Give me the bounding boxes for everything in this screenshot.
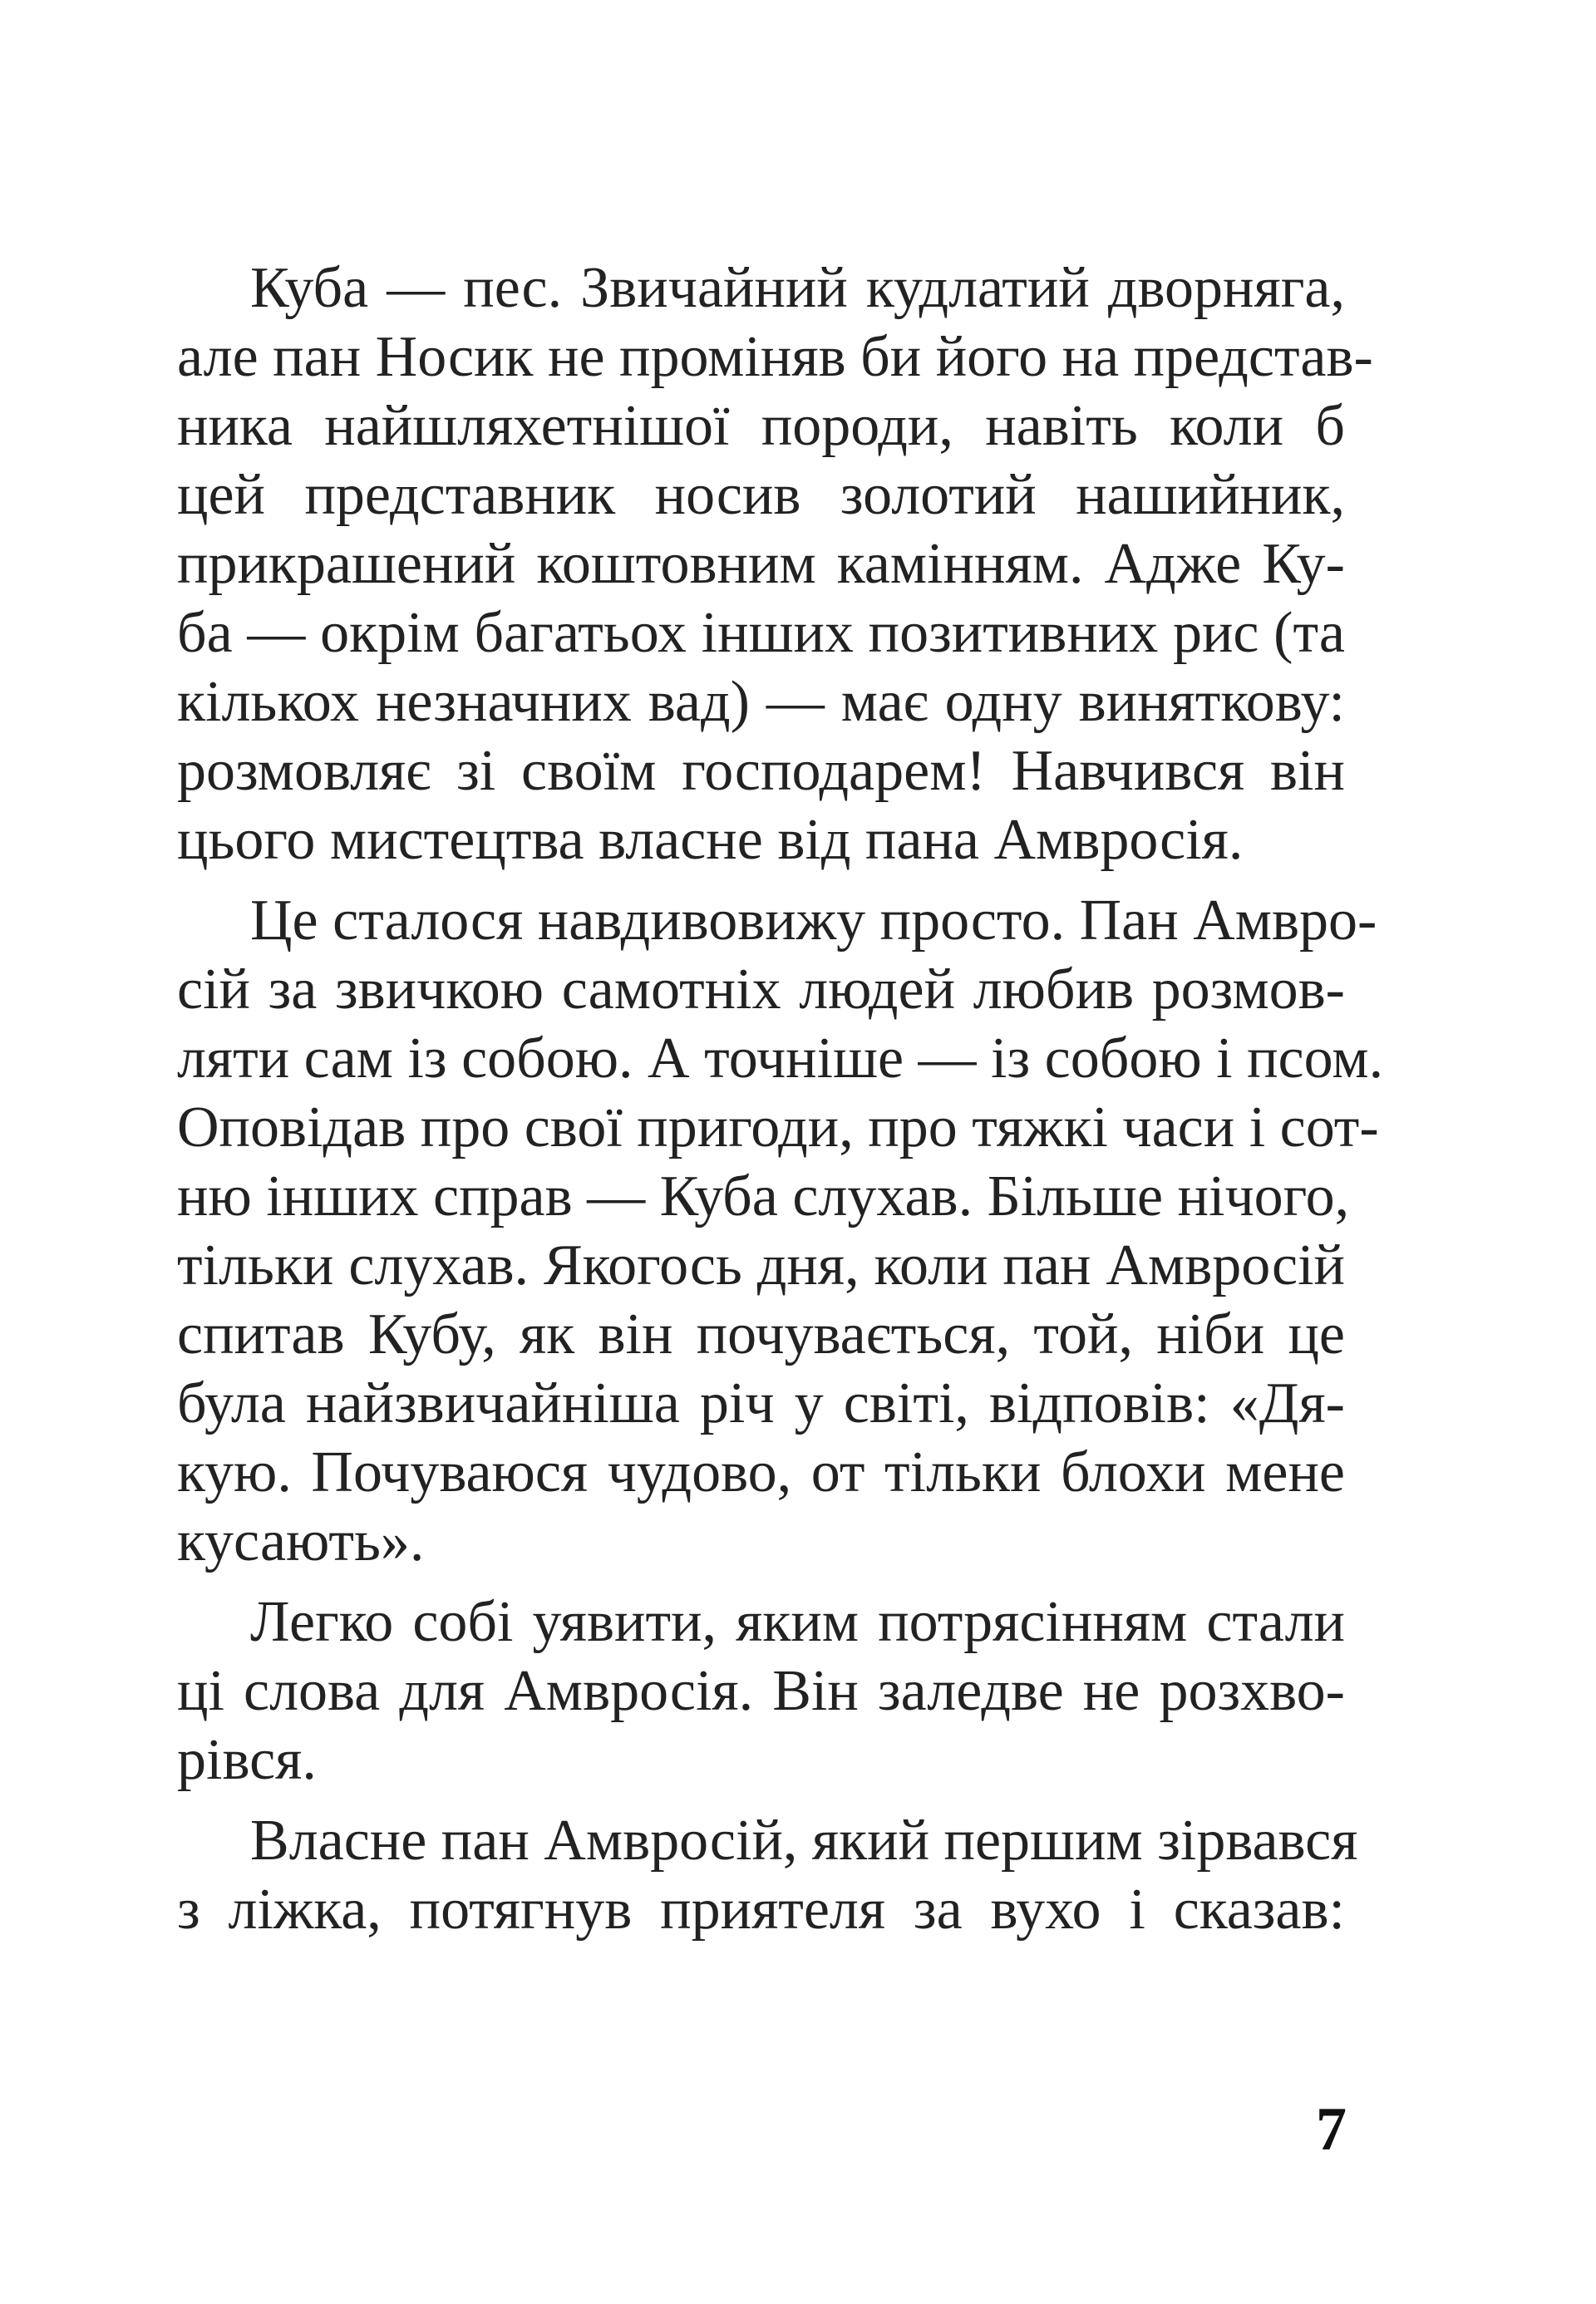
text-line: сій за звичкою самотніх людей любив розмов-	[177, 958, 1345, 1022]
text-line: Оповідав про свої пригоди, про тяжкі часи і сот-	[177, 1095, 1379, 1159]
paragraph	[177, 886, 1384, 1576]
text-line: з ліжка, потягнув приятеля за вухо і сказав:	[177, 1878, 1345, 1942]
text-line: кількох незначних вад) — має одну виняткову:	[177, 670, 1345, 734]
text-line: Це сталося навдивовижу просто. Пан Амвро-	[250, 889, 1377, 953]
text-line: цей представник носив золотий нашийник,	[177, 463, 1345, 527]
text-line: була найзвичайніша річ у світі, відповів: «Дя-	[177, 1371, 1345, 1435]
text-line: але пан Носик не проміняв би його на представ-	[177, 325, 1373, 389]
text-line: рівся.	[177, 1728, 317, 1792]
text-line: ника найшляхетнішої породи, навіть коли б	[177, 394, 1345, 458]
text-line: ню інших справ — Куба слухав. Більше нічого,	[177, 1164, 1350, 1228]
text-line: Легко собі уявити, яким потрясінням стали	[250, 1590, 1345, 1654]
text-line: ляти сам із собою. А точніше — із собою і псом.	[177, 1026, 1384, 1090]
page-number: 7	[1316, 2095, 1347, 2164]
paragraph	[177, 254, 1373, 874]
text-line: спитав Кубу, як він почувається, той, ніби це	[177, 1302, 1345, 1366]
text-line: прикрашений коштовним камінням. Адже Ку-	[177, 532, 1345, 596]
text-line: Власне пан Амвросій, який першим зірвався	[250, 1809, 1358, 1873]
text-line: Куба — пес. Звичайний кудлатий дворняга,	[250, 256, 1345, 320]
body-text	[177, 254, 1384, 1956]
text-line: кую. Почуваюся чудово, от тільки блохи мене	[177, 1440, 1345, 1504]
text-line: кусають».	[177, 1509, 425, 1573]
text-line: цього мистецтва власне від пана Амвросія.	[177, 808, 1244, 872]
paragraph	[177, 1588, 1345, 1794]
text-line: тільки слухав. Якогось дня, коли пан Амвросій	[177, 1233, 1345, 1297]
text-line: розмовляє зі своїм господарем! Навчився він	[177, 739, 1345, 803]
paragraph	[177, 1806, 1358, 1944]
text-line: ці слова для Амвросія. Він заледве не розхво-	[177, 1659, 1345, 1723]
text-line: ба — окрім багатьох інших позитивних рис (та	[177, 601, 1345, 665]
